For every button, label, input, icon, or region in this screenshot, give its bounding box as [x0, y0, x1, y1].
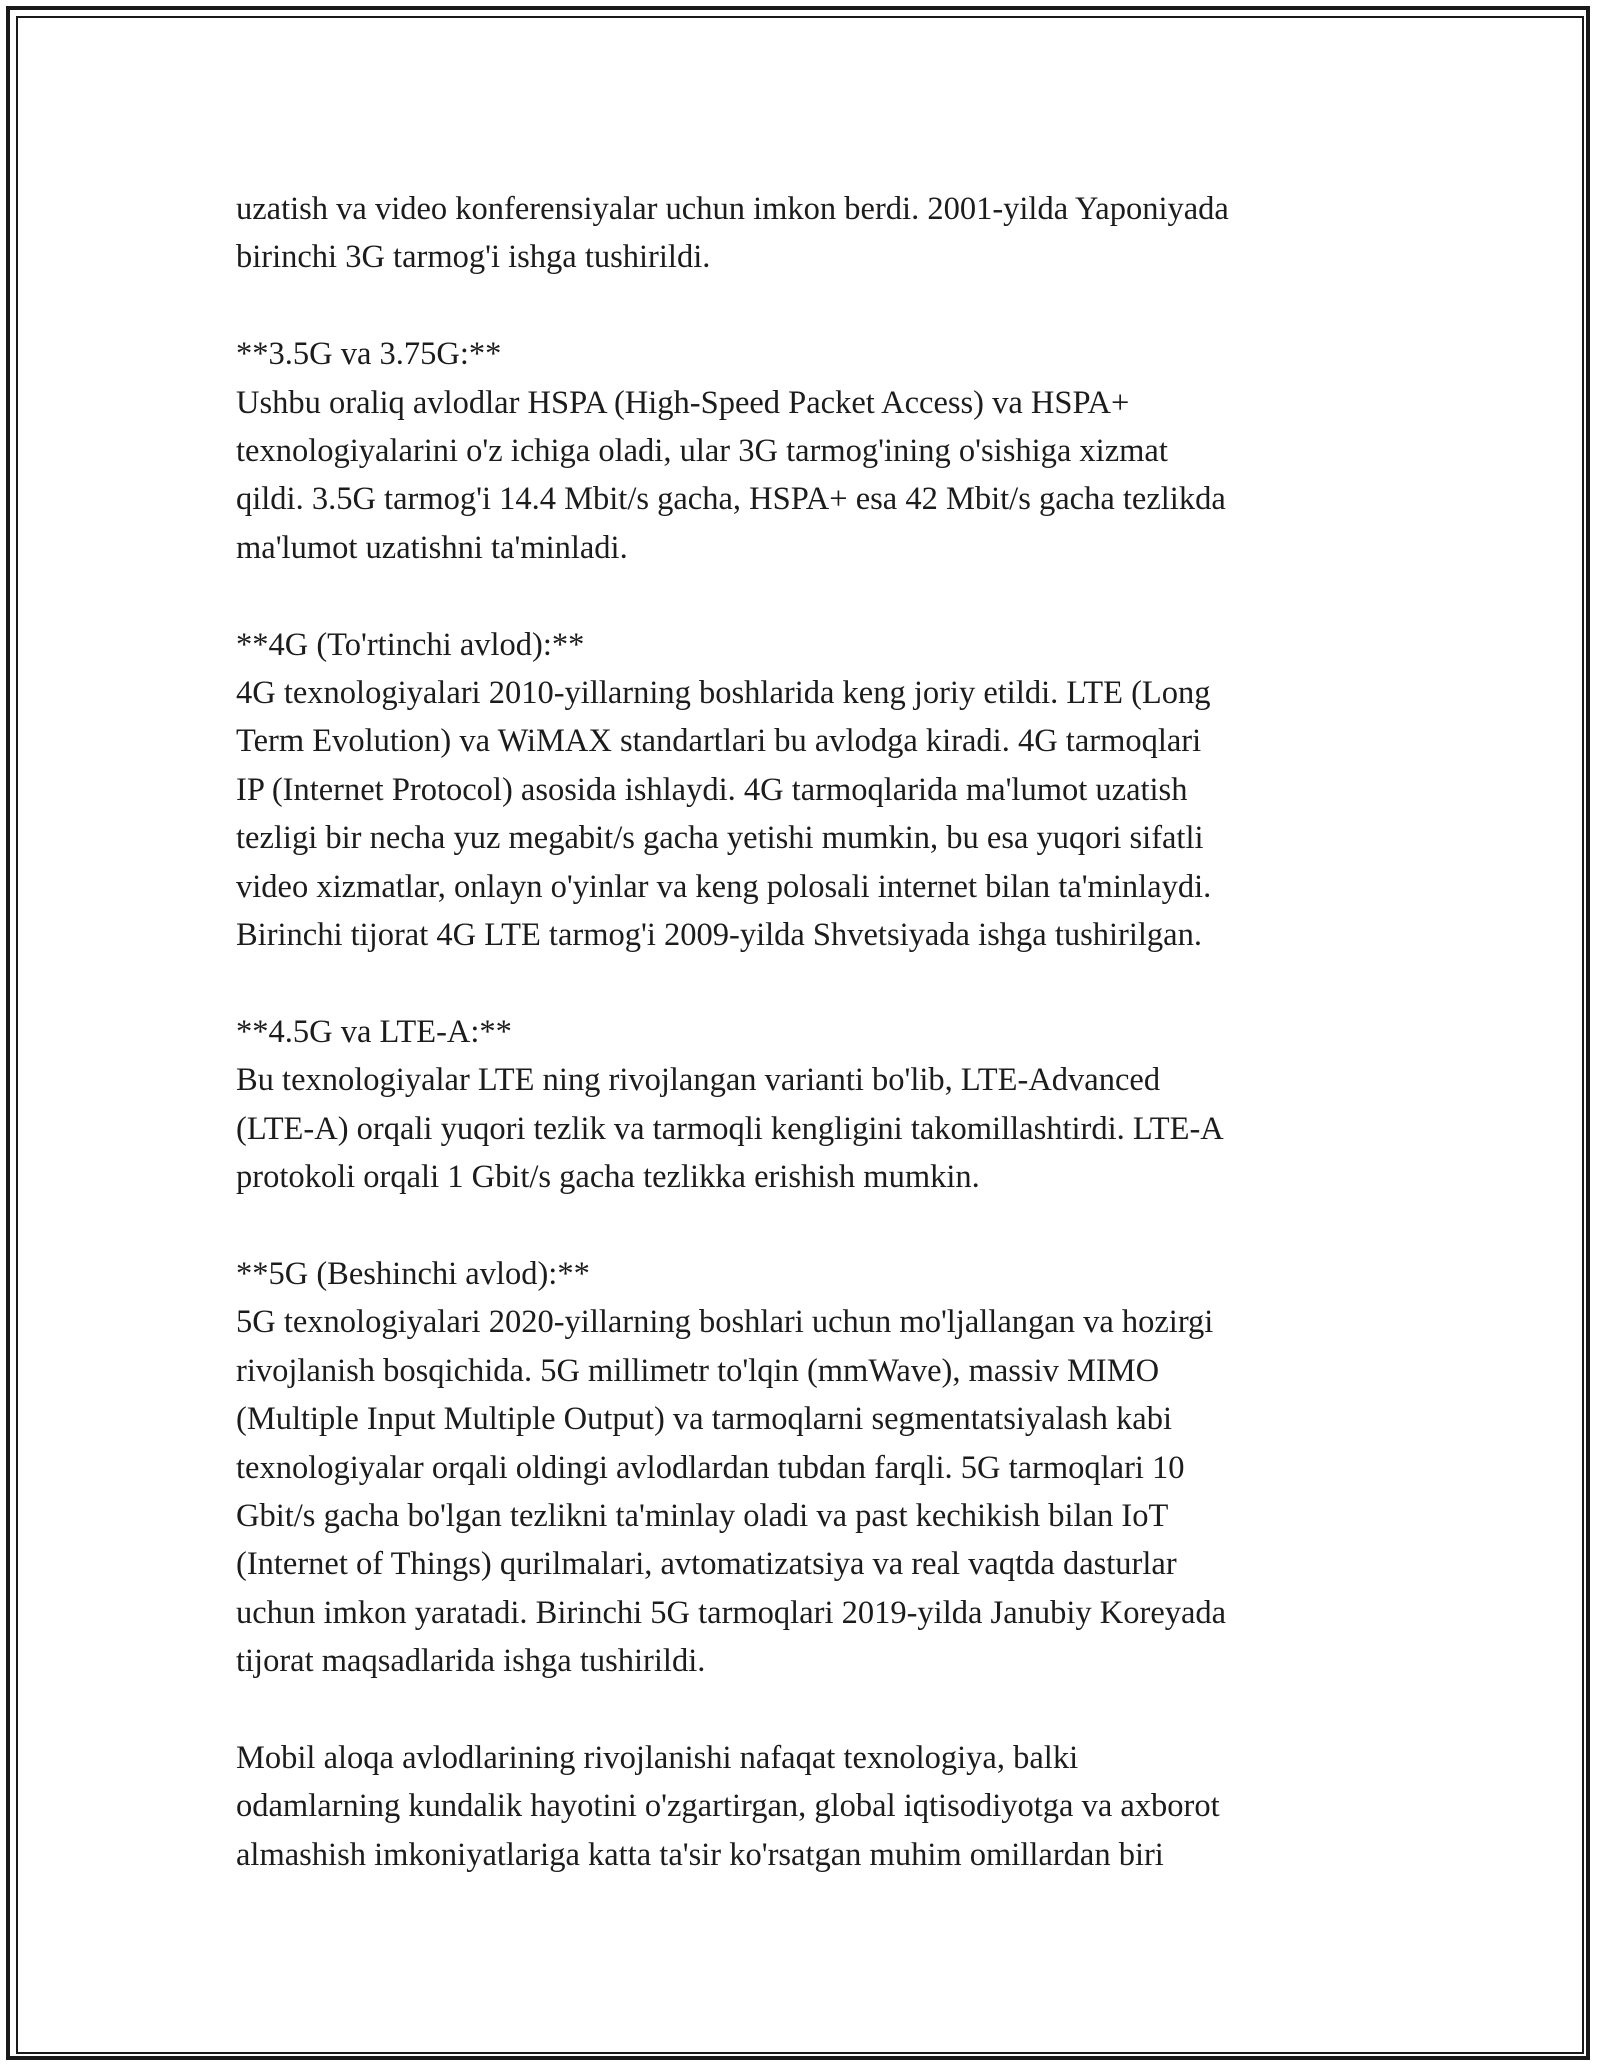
- text-line: **4.5G va LTE-A:**: [236, 1013, 512, 1050]
- text-line: **3.5G va 3.75G:**: [236, 336, 502, 373]
- text-line: Term Evolution) va WiMAX standartlari bu avlodga kiradi. 4G tarmoqlari: [236, 723, 1202, 760]
- text-line: odamlarning kundalik hayotini o'zgartirgan, global iqtisodiyotga va axborot: [236, 1788, 1220, 1825]
- text-line: (Internet of Things) qurilmalari, avtomatizatsiya va real vaqtda dasturlar: [236, 1546, 1177, 1583]
- paragraph-2: [236, 330, 1386, 572]
- text-line: Birinchi tijorat 4G LTE tarmog'i 2009-yilda Shvetsiyada ishga tushirilgan.: [236, 917, 1202, 954]
- text-line: uchun imkon yaratadi. Birinchi 5G tarmoqlari 2019-yilda Janubiy Koreyada: [236, 1594, 1227, 1631]
- text-line: 5G texnologiyalari 2020-yillarning boshlari uchun mo'ljallangan va hozirgi: [236, 1304, 1214, 1341]
- text-line: ma'lumot uzatishni ta'minladi.: [236, 529, 628, 566]
- paragraph-1: [236, 185, 1386, 282]
- text-line: almashish imkoniyatlariga katta ta'sir ko'rsatgan muhim omillardan biri: [236, 1836, 1164, 1873]
- text-line: (Multiple Input Multiple Output) va tarmoqlarni segmentatsiyalash kabi: [236, 1401, 1172, 1438]
- text-line: 4G texnologiyalari 2010-yillarning boshlarida keng joriy etildi. LTE (Long: [236, 675, 1211, 712]
- text-line: video xizmatlar, onlayn o'yinlar va keng polosali internet bilan ta'minlaydi.: [236, 868, 1212, 905]
- text-line: (LTE-A) orqali yuqori tezlik va tarmoqli kengligini takomillashtirdi. LTE-A: [236, 1110, 1224, 1147]
- text-line: Mobil aloqa avlodlarining rivojlanishi nafaqat texnologiya, balki: [236, 1739, 1079, 1776]
- text-line: Bu texnologiyalar LTE ning rivojlangan varianti bo'lib, LTE-Advanced: [236, 1062, 1161, 1099]
- text-line: protokoli orqali 1 Gbit/s gacha tezlikka erishish mumkin.: [236, 1159, 980, 1196]
- text-line: rivojlanish bosqichida. 5G millimetr to'lqin (mmWave), massiv MIMO: [236, 1352, 1160, 1389]
- text-line: **4G (To'rtinchi avlod):**: [236, 626, 585, 663]
- text-line: qildi. 3.5G tarmog'i 14.4 Mbit/s gacha, HSPA+ esa 42 Mbit/s gacha tezlikda: [236, 481, 1226, 518]
- text-line: uzatish va video konferensiyalar uchun imkon berdi. 2001-yilda Yaponiyada: [236, 191, 1229, 227]
- text-line: IP (Internet Protocol) asosida ishlaydi. 4G tarmoqlarida ma'lumot uzatish: [236, 771, 1188, 808]
- text-line: texnologiyalar orqali oldingi avlodlardan tubdan farqli. 5G tarmoqlari 10: [236, 1449, 1185, 1486]
- text-line: Ushbu oraliq avlodlar HSPA (High-Speed Packet Access) va HSPA+: [236, 384, 1130, 421]
- text-line: birinchi 3G tarmog'i ishga tushirildi.: [236, 239, 711, 276]
- text-line: tijorat maqsadlarida ishga tushirildi.: [236, 1643, 706, 1680]
- paragraph-6: [236, 1734, 1386, 1879]
- text-line: **5G (Beshinchi avlod):**: [236, 1255, 590, 1292]
- text-line: Gbit/s gacha bo'lgan tezlikni ta'minlay oladi va past kechikish bilan IoT: [236, 1497, 1169, 1534]
- paragraph-3: [236, 621, 1386, 960]
- paragraph-5: [236, 1250, 1386, 1686]
- text-line: texnologiyalarini o'z ichiga oladi, ular 3G tarmog'ining o'sishiga xizmat: [236, 433, 1168, 470]
- document-body: [236, 185, 1386, 1928]
- text-line: tezligi bir necha yuz megabit/s gacha yetishi mumkin, bu esa yuqori sifatli: [236, 820, 1204, 857]
- paragraph-4: [236, 1008, 1386, 1202]
